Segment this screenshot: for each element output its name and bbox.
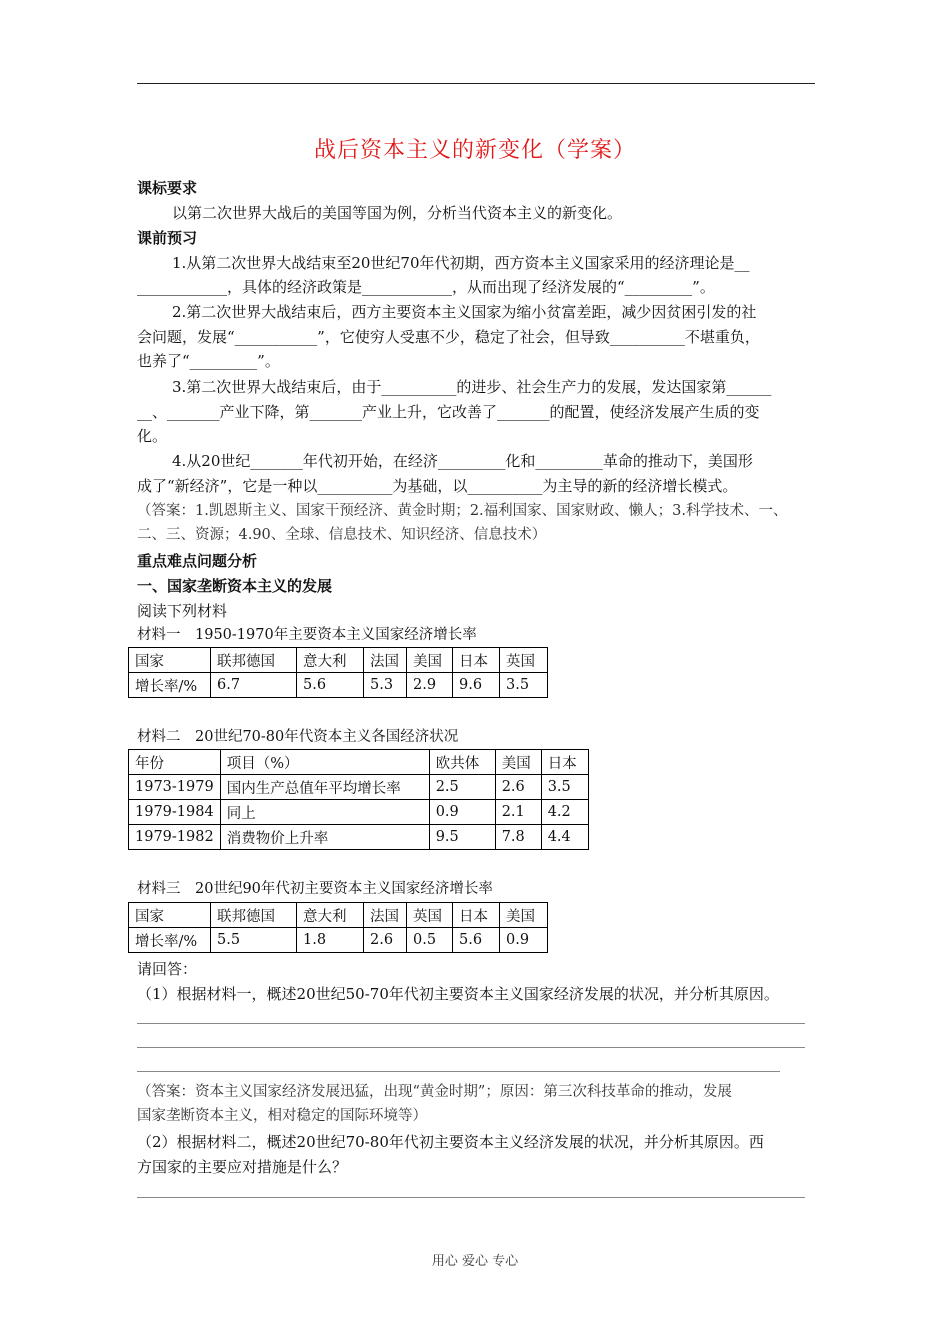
table-cell: 5.6	[297, 673, 364, 698]
table-cell: 2.5	[429, 775, 495, 800]
table-cell: 2.6	[495, 775, 541, 800]
table-cell: 日本	[541, 750, 588, 775]
table-cell: 5.5	[211, 928, 297, 953]
table-cell: 国内生产总值年平均增长率	[220, 775, 429, 800]
question-b-line-1: （2）根据材料二，概述20世纪70-80年代初主要资本主义经济发展的状况，并分析其原因。西	[137, 1133, 764, 1151]
table-cell: 2.9	[407, 673, 453, 698]
read-instruction: 阅读下列材料	[137, 602, 228, 620]
table-cell: 意大利	[297, 648, 364, 673]
question-2-line-2: 会问题，发展“___________”，它使穷人受惠不少，稳定了社会，但导致__________不堪重负，	[137, 328, 760, 346]
header-rule	[137, 83, 815, 84]
material-3-table	[128, 902, 548, 953]
answer-line	[137, 1071, 780, 1072]
table-cell: 7.8	[495, 825, 541, 850]
please-answer-label: 请回答：	[137, 960, 198, 978]
table-cell: 2.6	[364, 928, 407, 953]
table-cell: 联邦德国	[211, 903, 297, 928]
table-cell: 法国	[364, 648, 407, 673]
table-cell: 日本	[453, 903, 500, 928]
section-key-points: 重点难点问题分析	[137, 552, 258, 570]
table-cell: 增长率/%	[129, 673, 211, 698]
answer-preview-line-2: 二、三、资源；4.90、全球、信息技术、知识经济、信息技术）	[137, 527, 547, 543]
table-cell: 1979-1984	[129, 800, 221, 825]
standard-text: 以第二次世界大战后的美国等国为例，分析当代资本主义的新变化。	[172, 204, 623, 222]
table-row	[129, 800, 589, 825]
table-row	[129, 648, 548, 673]
material-1-table	[128, 647, 548, 698]
table-cell: 3.5	[541, 775, 588, 800]
table-cell: 法国	[364, 903, 407, 928]
question-2-line-3: 也养了“_________”。	[137, 352, 280, 370]
answer-preview-line-1: （答案：1.凯恩斯主义、国家干预经济、黄金时期；2.福利国家、国家财政、懒人；3.科学技术、一、	[137, 503, 788, 519]
table-row	[129, 673, 548, 698]
table-cell: 英国	[407, 903, 453, 928]
table-cell: 5.6	[453, 928, 500, 953]
table-row	[129, 903, 548, 928]
table-cell: 0.5	[407, 928, 453, 953]
table-cell: 国家	[129, 648, 211, 673]
question-b-line-2: 方国家的主要应对措施是什么？	[137, 1158, 348, 1176]
material-2-caption: 材料二 20世纪70-80年代资本主义各国经济状况	[137, 729, 459, 745]
section-standard: 课标要求	[137, 179, 198, 197]
table-cell: 意大利	[297, 903, 364, 928]
table-cell: 英国	[500, 648, 548, 673]
question-1-line-1: 1.从第二次世界大战结束至20世纪70年代初期，西方资本主义国家采用的经济理论是__	[172, 254, 750, 272]
table-cell: 欧共体	[429, 750, 495, 775]
question-a: （1）根据材料一，概述20世纪50-70年代初主要资本主义国家经济发展的状况，并分析其原因。	[137, 985, 779, 1003]
table-cell: 美国	[407, 648, 453, 673]
table-cell: 0.9	[500, 928, 548, 953]
table-cell: 2.1	[495, 800, 541, 825]
table-cell: 美国	[500, 903, 548, 928]
material-2-table	[128, 749, 589, 850]
table-row	[129, 750, 589, 775]
section-one-heading: 一、国家垄断资本主义的发展	[137, 577, 333, 595]
page-title: 战后资本主义的新变化（学案）	[313, 138, 636, 163]
table-cell: 日本	[453, 648, 500, 673]
question-3-line-2: __、_______产业下降，第_______产业上升，它改善了_______的配置，使经济发展产生质的变	[137, 403, 760, 421]
question-4-line-2: 成了“新经济”，它是一种以__________为基础，以__________为主导的新的经济增长模式。	[137, 477, 738, 495]
material-3-caption: 材料三 20世纪90年代初主要资本主义国家经济增长率	[137, 881, 493, 897]
table-cell: 美国	[495, 750, 541, 775]
table-cell: 6.7	[211, 673, 297, 698]
question-3-line-1: 3.第二次世界大战结束后，由于__________的进步、社会生产力的发展，发达国家第______	[172, 378, 772, 396]
material-1-caption: 材料一 1950-1970年主要资本主义国家经济增长率	[137, 627, 477, 643]
answer-a-line-1: （答案：资本主义国家经济发展迅猛，出现“黄金时期”；原因：第三次科技革命的推动，发展	[137, 1084, 732, 1100]
table-cell: 4.4	[541, 825, 588, 850]
table-cell: 1.8	[297, 928, 364, 953]
table-cell: 增长率/%	[129, 928, 211, 953]
table-cell: 4.2	[541, 800, 588, 825]
question-3-line-3: 化。	[137, 427, 168, 445]
table-cell: 1973-1979	[129, 775, 221, 800]
table-cell: 年份	[129, 750, 221, 775]
table-cell: 5.3	[364, 673, 407, 698]
table-cell: 国家	[129, 903, 211, 928]
table-row	[129, 928, 548, 953]
table-cell: 联邦德国	[211, 648, 297, 673]
answer-line	[137, 1197, 805, 1198]
answer-a-line-2: 国家垄断资本主义，相对稳定的国际环境等）	[137, 1108, 427, 1124]
table-cell: 同上	[220, 800, 429, 825]
table-cell: 9.5	[429, 825, 495, 850]
table-cell: 0.9	[429, 800, 495, 825]
question-4-line-1: 4.从20世纪_______年代初开始，在经济_________化和_________革命的推动下，美国形	[172, 452, 753, 470]
table-cell: 消费物价上升率	[220, 825, 429, 850]
question-2-line-1: 2.第二次世界大战结束后，西方主要资本主义国家为缩小贫富差距，减少因贫困引发的社	[172, 303, 757, 321]
table-cell: 1979-1982	[129, 825, 221, 850]
table-cell: 9.6	[453, 673, 500, 698]
answer-line	[137, 1023, 805, 1024]
table-row	[129, 825, 589, 850]
answer-line	[137, 1047, 805, 1048]
question-1-line-2: ____________，具体的经济政策是____________，从而出现了经济发展的“_________”。	[137, 278, 715, 296]
section-preview: 课前预习	[137, 229, 198, 247]
page-footer: 用心 爱心 专心	[431, 1254, 519, 1269]
table-row	[129, 775, 589, 800]
table-cell: 3.5	[500, 673, 548, 698]
table-cell: 项目（%）	[220, 750, 429, 775]
